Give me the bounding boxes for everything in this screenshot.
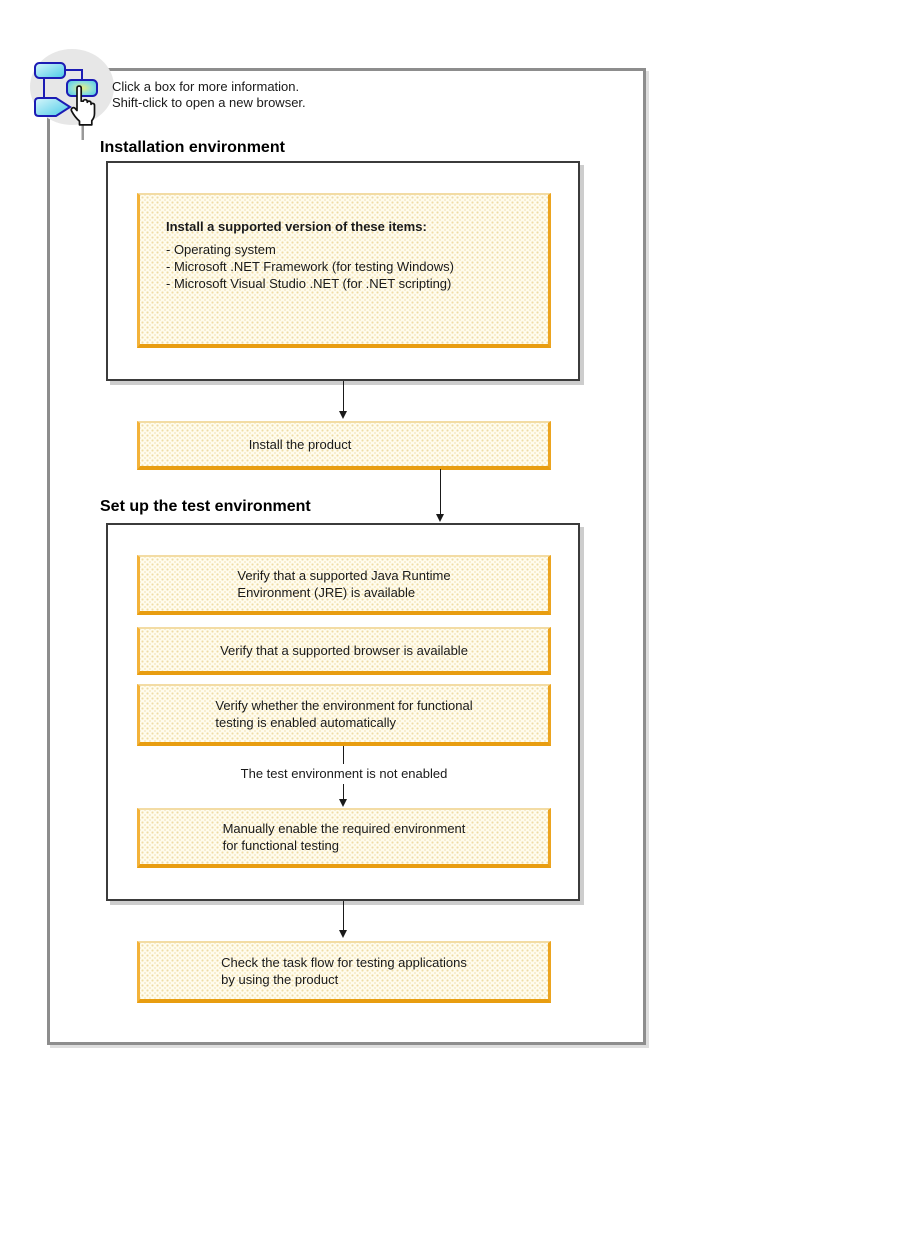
section-heading-test-environment: Set up the test environment [100, 498, 311, 515]
manual-enable-line-2: for functional testing [222, 838, 339, 853]
verify-jre-line-1: Verify that a supported Java Runtime [237, 568, 451, 583]
verify-jre-line-2: Environment (JRE) is available [237, 585, 416, 600]
install-item: - Operating system [166, 242, 276, 257]
install-item: - Microsoft .NET Framework (for testing Windows) [166, 259, 454, 274]
manual-enable-box[interactable] [137, 808, 551, 868]
arrow-to-manual-enable [343, 784, 344, 800]
arrowhead-icon [339, 799, 347, 807]
section-heading-installation: Installation environment [100, 139, 285, 156]
verify-environment-line-1: Verify whether the environment for functional [215, 698, 473, 713]
install-product-box[interactable] [137, 421, 551, 470]
condition-label: The test environment is not enabled [137, 766, 551, 781]
install-product-label: Install the product [248, 437, 352, 452]
check-taskflow-label [221, 954, 467, 988]
verify-environment-box[interactable] [137, 684, 551, 746]
legend-line-2: Shift-click to open a new browser. [112, 95, 306, 110]
legend-line-1: Click a box for more information. [112, 79, 300, 94]
line-to-condition [343, 746, 344, 764]
check-taskflow-box[interactable] [137, 941, 551, 1003]
verify-jre-label [237, 567, 450, 601]
check-taskflow-line-2: by using the product [221, 972, 339, 987]
install-items-title: Install a supported version of these items: [166, 219, 427, 234]
install-items-content [140, 195, 548, 292]
clickable-map-icon [26, 46, 118, 140]
check-taskflow-line-1: Check the task flow for testing applications [221, 955, 467, 970]
legend [112, 79, 306, 111]
verify-jre-box[interactable] [137, 555, 551, 615]
verify-environment-label [215, 697, 472, 731]
arrow-to-test-environment [440, 469, 441, 515]
manual-enable-line-1: Manually enable the required environment [222, 821, 466, 836]
arrowhead-icon [339, 411, 347, 419]
manual-enable-label [223, 820, 466, 854]
arrowhead-icon [436, 514, 444, 522]
arrow-to-install-product [343, 381, 344, 412]
flowchart-node-icon [35, 63, 65, 78]
arrow-to-check-taskflow [343, 901, 344, 932]
arrowhead-icon [339, 930, 347, 938]
verify-browser-box[interactable] [137, 627, 551, 675]
install-items-box[interactable] [137, 193, 551, 348]
verify-browser-label: Verify that a supported browser is available [220, 642, 468, 658]
verify-environment-line-2: testing is enabled automatically [215, 715, 397, 730]
install-item: - Microsoft Visual Studio .NET (for .NET scripting) [166, 276, 452, 291]
